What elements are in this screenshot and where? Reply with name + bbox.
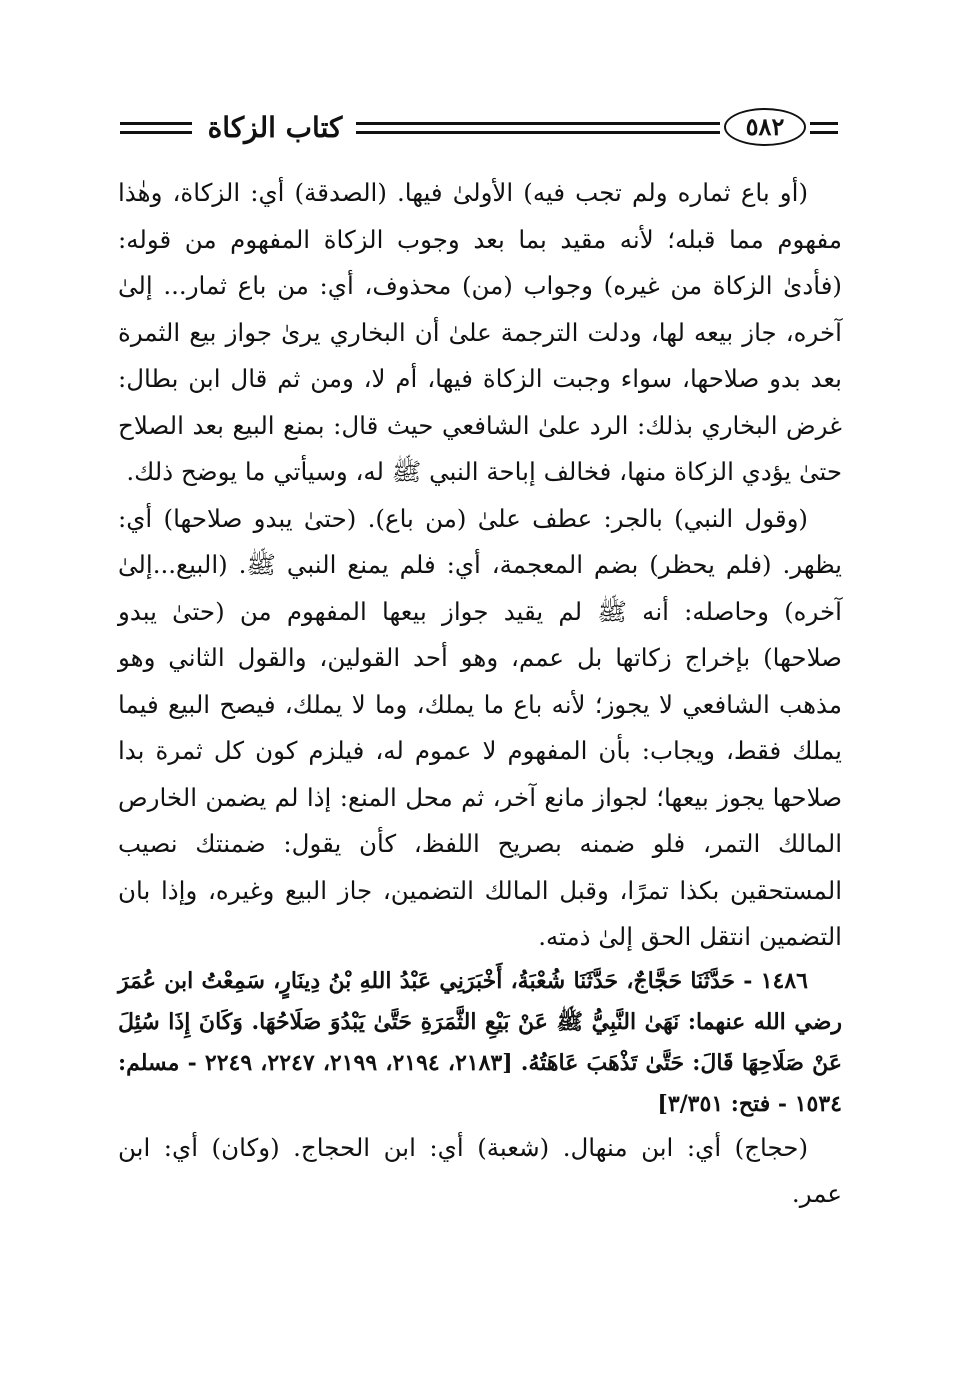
page-number: ٥٨٢ bbox=[724, 108, 806, 146]
closing-paragraph: (حجاج) أي: ابن منهال. (شعبة) أي: ابن الحجاج. (وكان) أي: ابن عمر. bbox=[118, 1132, 842, 1208]
hadith-text: ١٤٨٦ - حَدَّثَنَا حَجَّاجٌ، حَدَّثَنَا شُعْبَةُ، أَخْبَرَنِي عَبْدُ اللهِ بْنُ دِينَارٍ، سَمِعْتُ ابن عُمَرَ رضي الله عنهما: نَهَىٰ النَّبِيُّ ﷺ عَنْ بَيْعِ الثَّمَرَةِ حَتَّىٰ يَبْدُوَ صَلَاحُهَا. وَكَانَ إِذَا سُئِلَ عَنْ صَلَاحِهَا قَالَ: حَتَّىٰ تَذْهَبَ عَاهَتُهُ. bbox=[118, 967, 842, 1076]
header-rule-middle bbox=[356, 122, 720, 134]
page-body bbox=[118, 170, 842, 1218]
commentary-paragraph-2: (وقول النبي) بالجر: عطف علىٰ (من باع). (حتىٰ يبدو صلاحها) أي: يظهر. (فلم يحظر) بضم المعجمة، أي: فلم يمنع النبي ﷺ. (البيع...إلىٰ آخره) وحاصله: أنه ﷺ لم يقيد جواز بيعها المفهوم من (حتىٰ يبدو صلاحها) بإخراج زكاتها بل عمم، وهو أحد القولين، والقول الثاني وهو مذهب الشافعي لا يجوز؛ لأنه باع ما يملك، وما لا يملك، فيصح البيع فيما يملك فقط، ويجاب: بأن المفهوم لا عموم له، فيلزم كون كل ثمرة بدا صلاحها يجوز بيعها؛ لجواز مانع آخر، ثم محل المنع: إذا لم يضمن الخارص المالك التمر، فلو ضمنه بصريح اللفظ، كأن يقول: ضمنتك نصيب المستحقين بكذا تمرًا، وقبل المالك التضمين، جاز البيع وغيره، وإذا بان التضمين انتقل الحق إلىٰ ذمته. bbox=[118, 503, 842, 951]
header-rule-left bbox=[120, 122, 192, 134]
book-title: كتاب الزكاة bbox=[207, 111, 343, 144]
hadith-references: [٢١٨٣، ٢١٩٤، ٢١٩٩، ٢٢٤٧، ٢٢٤٩ - مسلم: ١٥٣٤ - فتح: ٣/٣٥١] bbox=[118, 1049, 842, 1117]
page-header bbox=[120, 106, 838, 152]
header-rule-right bbox=[810, 122, 838, 134]
commentary-paragraph-1: (أو باع ثماره ولم تجب فيه) الأولىٰ فيها. (الصدقة) أي: الزكاة، وهٰذا مفهوم مما قبله؛ لأنه مقيد بما بعد وجوب الزكاة المفهوم من قوله: (فأدىٰ الزكاة من غيره) وجواب (من) محذوف، أي: من باع ثمار... إلىٰ آخره، جاز بيعه لها، ودلت الترجمة علىٰ أن البخاري يرىٰ جواز بيع الثمرة بعد بدو صلاحها، سواء وجبت الزكاة فيها، أم لا، ومن ثم قال ابن بطال: غرض البخاري بذلك: الرد علىٰ الشافعي حيث قال: بمنع البيع بعد الصلاح حتىٰ يؤدي الزكاة منها، فخالف إباحة النبي ﷺ له، وسيأتي ما يوضح ذلك. bbox=[118, 178, 842, 486]
hadith-block bbox=[118, 961, 842, 1125]
